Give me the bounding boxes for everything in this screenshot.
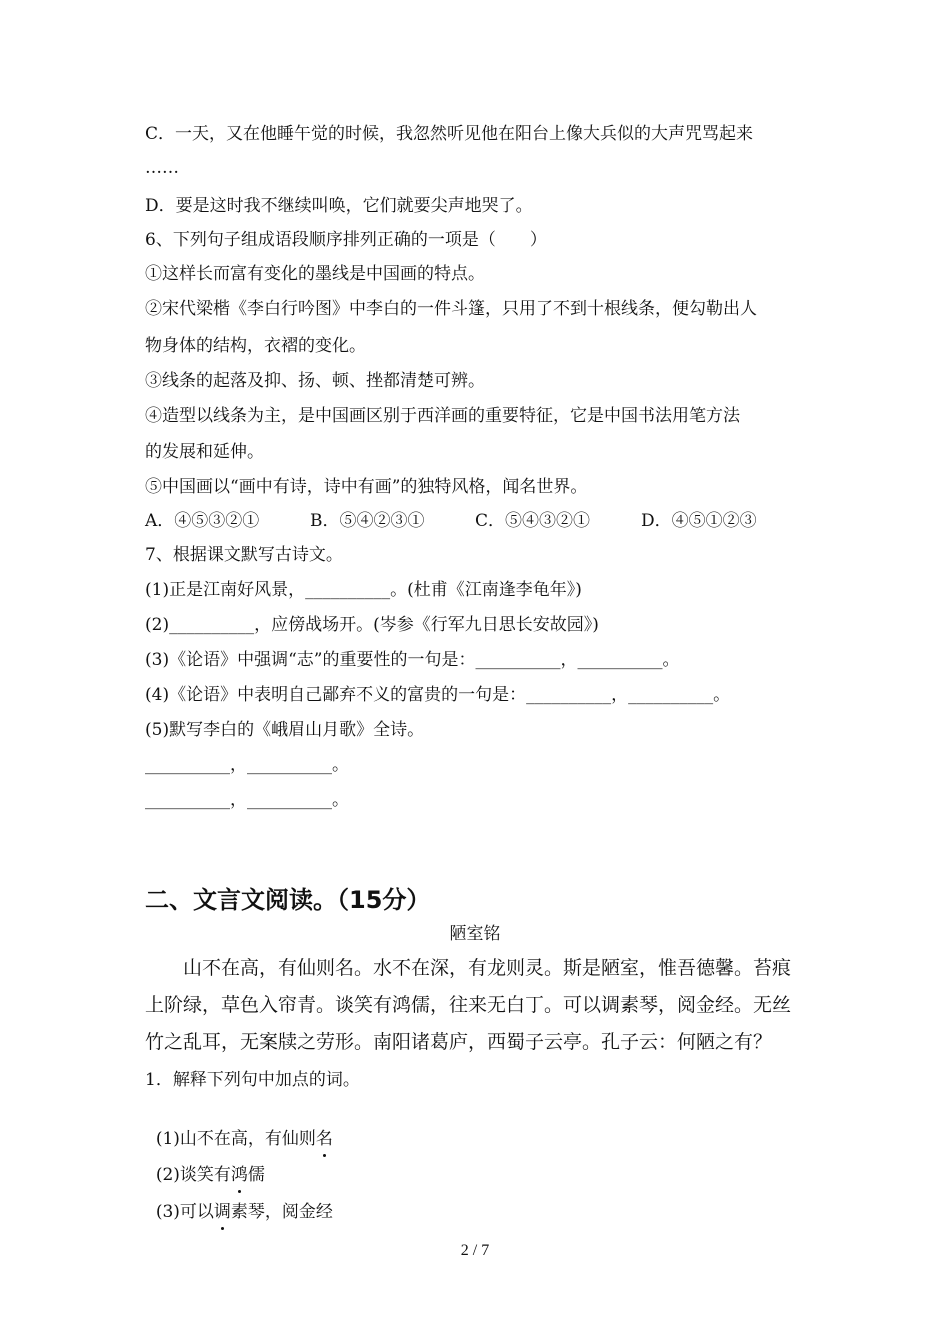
q6-option-d: D．④⑤①②③ [641,511,757,531]
item-1-text: (1)山不在高，有仙则 [155,1129,316,1149]
q6-stem: 6、下列句子组成语段顺序排列正确的一项是（ ） [145,230,547,250]
q6-option-b: B．⑤④②③① [310,511,425,531]
q7-item-5: (5)默写李白的《峨眉山月歌》全诗。 [145,720,425,740]
q7-item-3: (3)《论语》中强调“志”的重要性的一句是：__________，__________。 [145,650,680,670]
dotted-word-tiao: 调 [213,1202,231,1222]
q7-blank-line-2: __________，__________。 [145,790,349,810]
q6-sentence-1: ①这样长而富有变化的墨线是中国画的特点。 [145,264,485,284]
dotted-word-ming: 名 [315,1129,333,1149]
section-heading: 二、文言文阅读。（15分） [145,886,431,914]
q6-option-c: C．⑤④③②① [475,511,591,531]
q5-option-c-line1: C．一天，又在他睡午觉的时候，我忽然听见他在阳台上像大兵似的大声咒骂起来 [145,124,754,144]
item-2-text-pre: (2)谈笑有 [155,1165,231,1185]
q6-sentence-5: ⑤中国画以“画中有诗，诗中有画”的独特风格，闻名世界。 [145,477,588,497]
passage-line-2: 上阶绿，草色入帘青。谈笑有鸿儒，往来无白丁。可以调素琴，阅金经。无丝 [145,994,792,1016]
page-number: 2 / 7 [460,1242,490,1259]
q6-sentence-3: ③线条的起落及抑、扬、顿、挫都清楚可辨。 [145,371,485,391]
dotted-word-hong: 鸿 [230,1165,248,1185]
q7-item-4: (4)《论语》中表明自己鄙弃不义的富贵的一句是：__________，__________。 [145,685,731,705]
q7-blank-line-1: __________，__________。 [145,755,349,775]
q6-sentence-2b: 物身体的结构，衣褶的变化。 [145,336,366,356]
item-3-text-pre: (3)可以 [155,1202,214,1222]
question-1-stem: 1．解释下列句中加点的词。 [145,1070,360,1090]
q5-option-d: D．要是这时我不继续叫唤，它们就要尖声地哭了。 [145,196,533,216]
passage-line-3: 竹之乱耳，无案牍之劳形。南阳诸葛庐，西蜀子云亭。孔子云：何陋之有？ [145,1031,773,1053]
q7-stem: 7、根据课文默写古诗文。 [145,545,343,565]
q6-sentence-4b: 的发展和延伸。 [145,442,264,462]
item-2-text-post: 儒 [247,1165,265,1185]
q7-item-2: (2)__________，应傍战场开。(岑参《行军九日思长安故园》) [145,615,599,635]
q7-item-1: (1)正是江南好风景，__________。(杜甫《江南逢李龟年》) [145,580,582,600]
q6-option-a: A．④⑤③②① [145,511,260,531]
q6-sentence-2a: ②宋代梁楷《李白行吟图》中李白的一件斗篷，只用了不到十根线条，便勾勒出人 [145,299,757,319]
passage-title: 陋室铭 [449,924,501,944]
q6-sentence-4a: ④造型以线条为主，是中国画区别于西洋画的重要特征，它是中国书法用笔方法 [145,406,740,426]
q5-option-c-line2: …… [145,158,179,178]
passage-line-1: 山不在高，有仙则名。水不在深，有龙则灵。斯是陋室，惟吾德馨。苔痕 [145,957,792,979]
question-1-item-3 [145,1176,333,1224]
item-3-text-post: 素琴，阅金经 [230,1202,333,1222]
